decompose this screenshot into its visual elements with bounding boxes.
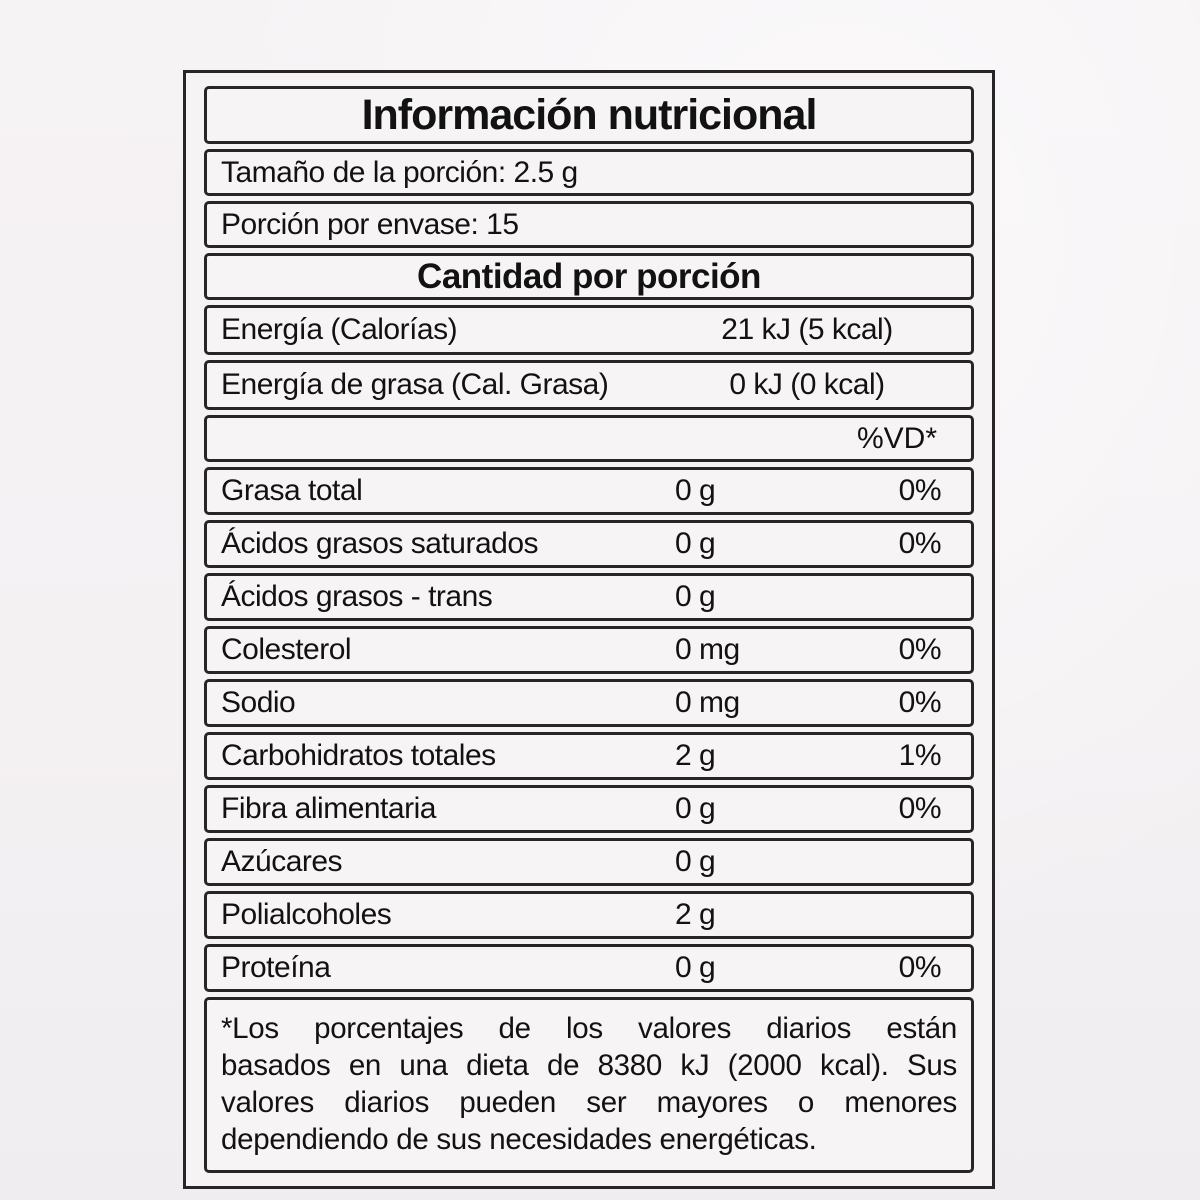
nutrient-daily-value: 0% xyxy=(898,633,941,666)
energy-label: Energía (Calorías) xyxy=(221,313,458,346)
nutrient-amount: 0 g xyxy=(675,845,716,878)
footnote-line: valores diarios pueden ser mayores o menores xyxy=(221,1086,957,1119)
nutrient-amount: 0 g xyxy=(675,792,716,825)
nutrient-label: Grasa total xyxy=(221,474,363,507)
nutrient-daily-value: 0% xyxy=(898,474,941,507)
nutrient-label: Carbohidratos totales xyxy=(221,739,496,772)
nutrient-row-trans-fat xyxy=(204,573,974,621)
nutrient-amount: 2 g xyxy=(675,898,716,931)
amount-per-serving-header xyxy=(204,253,974,300)
nutrient-label: Polialcoholes xyxy=(221,898,392,931)
energy-value: 21 kJ (5 kcal) xyxy=(721,313,893,346)
footnote-line: basados en una dieta de 8380 kJ (2000 kcal). Sus xyxy=(221,1049,957,1082)
amount-per-serving-text: Cantidad por porción xyxy=(417,256,761,296)
nutrient-row-sodium xyxy=(204,679,974,727)
nutrient-row-total-carbohydrate xyxy=(204,732,974,780)
nutrient-daily-value: 0% xyxy=(898,527,941,560)
nutrient-label: Colesterol xyxy=(221,633,352,666)
nutrient-daily-value: 0% xyxy=(898,686,941,719)
nutrient-row-sugars xyxy=(204,838,974,886)
daily-value-footnote xyxy=(204,997,974,1173)
nutrient-row-dietary-fiber xyxy=(204,785,974,833)
nutrient-label: Azúcares xyxy=(221,845,343,878)
nutrient-amount: 0 g xyxy=(675,527,716,560)
nutrient-amount: 0 g xyxy=(675,580,716,613)
nutrient-daily-value: 0% xyxy=(898,951,941,984)
nutrient-amount: 0 g xyxy=(675,951,716,984)
nutrient-row-polyols xyxy=(204,891,974,939)
nutrition-label-title xyxy=(204,86,974,144)
energy-row xyxy=(204,305,974,355)
nutrient-row-total-fat xyxy=(204,467,974,515)
nutrient-label: Ácidos grasos saturados xyxy=(221,527,539,560)
nutrition-table xyxy=(204,86,974,1173)
daily-value-header-text: %VD* xyxy=(856,421,937,455)
footnote-line: *Los porcentajes de los valores diarios están xyxy=(221,1012,957,1045)
serving-size-row xyxy=(204,149,974,196)
nutrient-daily-value: 0% xyxy=(898,792,941,825)
serving-size-text: Tamaño de la porción: 2.5 g xyxy=(221,155,578,189)
nutrient-row-cholesterol xyxy=(204,626,974,674)
nutrient-row-saturated-fat xyxy=(204,520,974,568)
nutrient-label: Sodio xyxy=(221,686,296,719)
energy-fat-label: Energía de grasa (Cal. Grasa) xyxy=(221,368,609,401)
servings-per-container-text: Porción por envase: 15 xyxy=(221,207,519,241)
nutrient-daily-value: 1% xyxy=(898,739,941,772)
daily-value-header-row xyxy=(204,415,974,462)
nutrient-label: Ácidos grasos - trans xyxy=(221,580,493,613)
energy-fat-value: 0 kJ (0 kcal) xyxy=(729,368,885,401)
energy-fat-row xyxy=(204,360,974,410)
nutrient-label: Proteína xyxy=(221,951,331,984)
nutrient-row-protein xyxy=(204,944,974,992)
title-text: Información nutricional xyxy=(361,90,817,139)
servings-per-container-row xyxy=(204,201,974,248)
nutrient-amount: 2 g xyxy=(675,739,716,772)
nutrient-label: Fibra alimentaria xyxy=(221,792,436,825)
nutrition-label-box xyxy=(183,70,995,1189)
nutrient-amount: 0 g xyxy=(675,474,716,507)
nutrient-amount: 0 mg xyxy=(675,686,740,719)
footnote-line: dependiendo de sus necesidades energéticas. xyxy=(221,1123,817,1156)
nutrient-amount: 0 mg xyxy=(675,633,740,666)
